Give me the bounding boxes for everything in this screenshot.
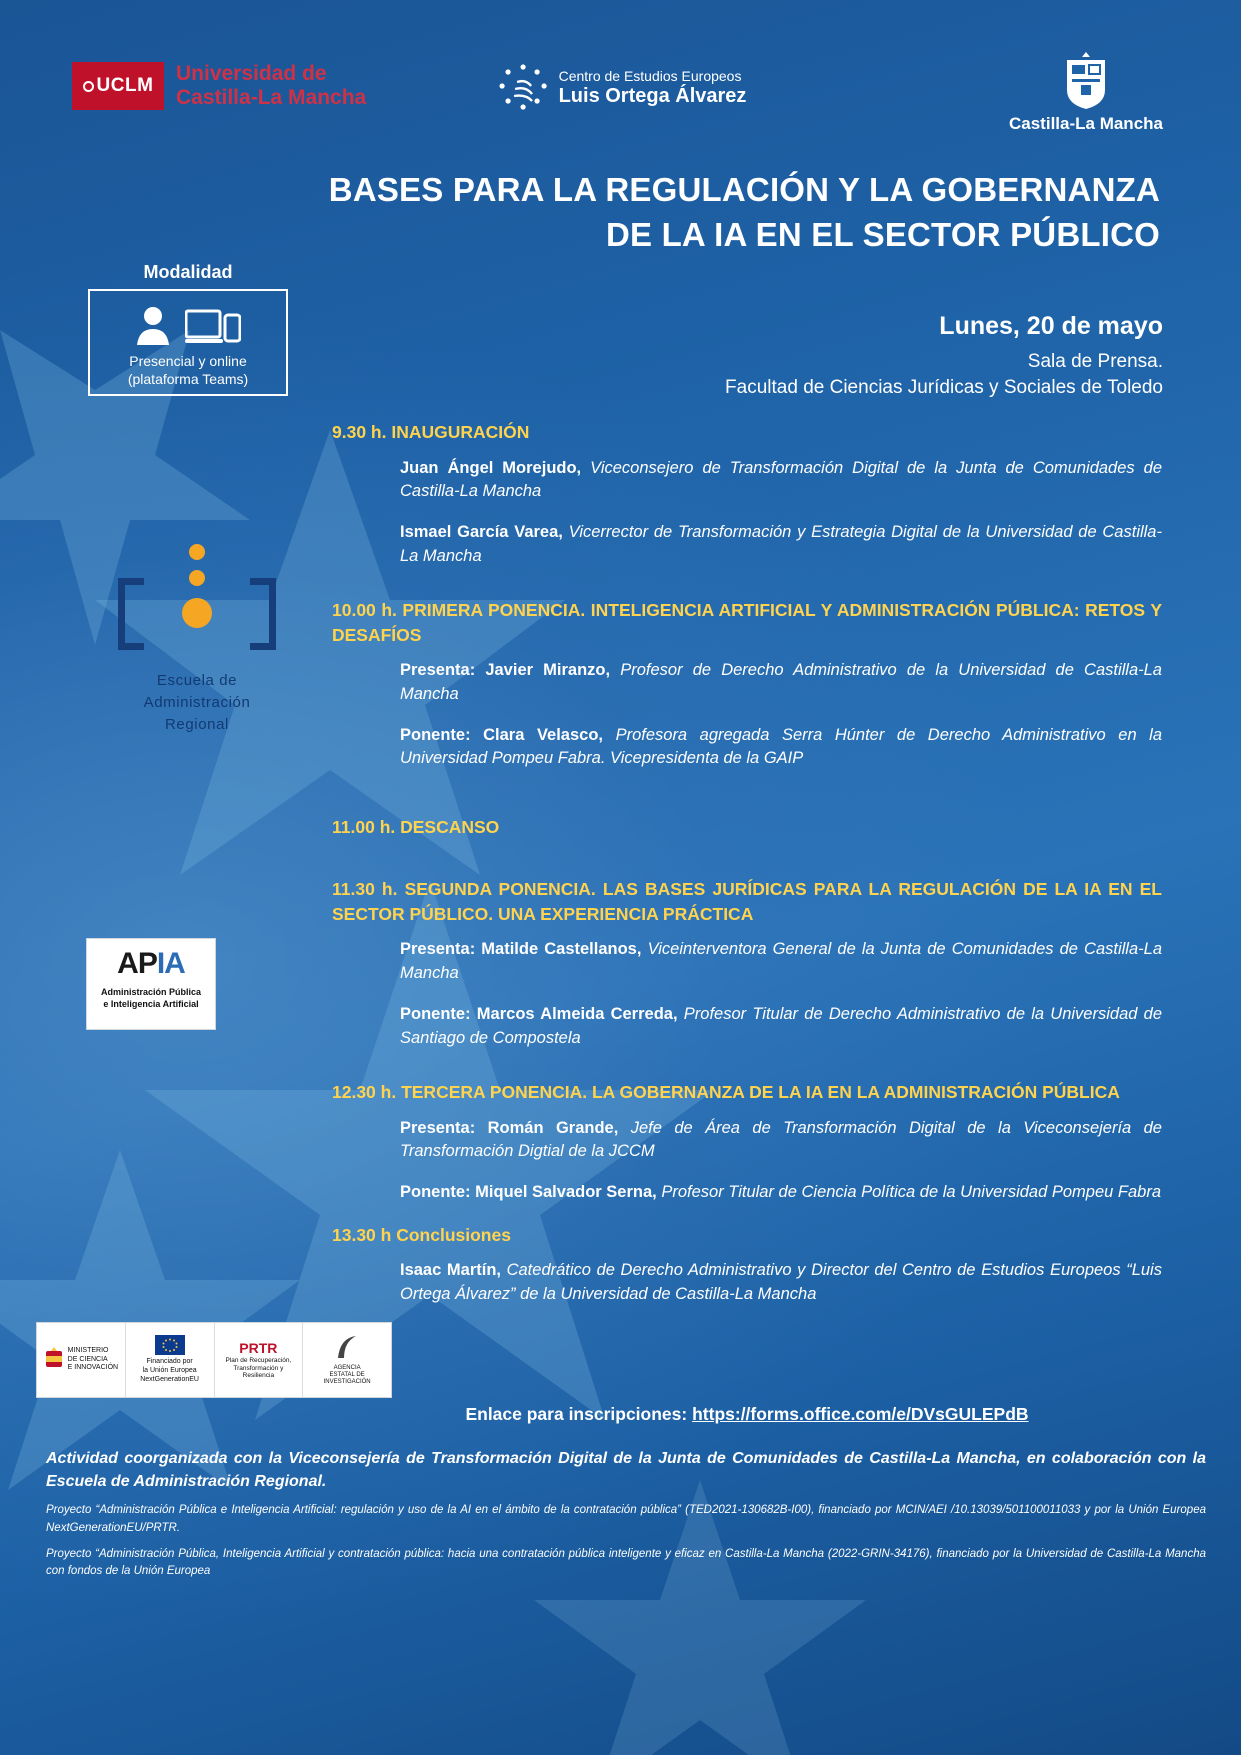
poster-title — [120, 168, 1160, 257]
slot-entries — [332, 1259, 1162, 1306]
speaker-role: Viceconsejero de Transformación Digital de la Junta de Comunidades de Castilla-La Mancha — [400, 458, 1162, 500]
speaker-name: Presenta: Matilde Castellanos, — [400, 940, 642, 959]
uclm-logo-mark — [72, 62, 164, 110]
aei-line-3: INVESTIGACIÓN — [323, 1379, 371, 1386]
eu-stars-emblem-icon — [495, 60, 551, 116]
ear-line-2: Administración — [143, 693, 251, 711]
modality-caption-line-1: Presencial y online — [129, 353, 247, 369]
aei-cell — [303, 1323, 391, 1397]
venue-line-1: Sala de Prensa. — [1027, 351, 1163, 372]
slot-entries — [332, 938, 1162, 1050]
prtr-cell — [215, 1323, 304, 1397]
prtr-line-1: Plan de Recuperación, — [225, 1356, 292, 1364]
programme-slot — [332, 1080, 1162, 1205]
eu-line-3: NextGenerationEU — [140, 1375, 199, 1383]
apia-title — [93, 947, 209, 981]
apia-sub-line-2: e Inteligencia Artificial — [103, 999, 199, 1010]
centro-estudios-europeos-text — [559, 68, 747, 107]
footnote-project-2: Proyecto “Administración Pública, Inteligencia Artificial y contratación pública: hacia una contratación pública inteligente y eficaz en Castilla-La Mancha (2022-GRIN-34176), financiado por la Universidad de Castilla-La Mancha con fondos de la Unión Europea — [46, 1547, 1206, 1578]
title-line-1: BASES PARA LA REGULACIÓN Y LA GOBERNANZA — [328, 171, 1160, 208]
speaker-role: Profesor Titular de Ciencia Política de la Universidad Pompeu Fabra — [661, 1183, 1162, 1202]
speaker-name: Ponente: Clara Velasco, — [400, 726, 604, 745]
slot-heading: 10.00 h. PRIMERA PONENCIA. INTELIGENCIA ARTIFICIAL Y ADMINISTRACIÓN PÚBLICA: RETOS Y DESAFÍOS — [332, 600, 1162, 645]
registration-label: Enlace para inscripciones: — [465, 1404, 688, 1424]
event-venue — [725, 349, 1163, 400]
castilla-la-mancha-shield-icon — [1063, 52, 1109, 110]
ear-line-1: Escuela de — [156, 672, 238, 689]
speaker-entry — [400, 1003, 1162, 1050]
aei-line-2: ESTATAL DE — [329, 1372, 365, 1378]
apia-sub-line-1: Administración Pública — [100, 987, 202, 997]
ministerio-line-2: DE CIENCIA — [67, 1355, 108, 1363]
ear-dot-small-top — [189, 544, 205, 560]
speaker-role: Jefe de Área de Transformación Digital de la Viceconsejería de Transformación Digtial de la JCCM — [400, 1118, 1162, 1160]
spacer — [332, 851, 1162, 877]
laptop-phone-icon — [185, 307, 241, 347]
eu-funding-cell — [126, 1323, 215, 1397]
funding-logos-strip — [36, 1322, 392, 1398]
ministerio-logo — [44, 1347, 118, 1373]
uclm-dot-icon — [83, 81, 94, 92]
uclm-logo — [72, 62, 366, 110]
apia-title-ap: AP — [117, 947, 157, 980]
speaker-entry — [400, 1181, 1162, 1204]
prtr-logo — [225, 1340, 291, 1380]
uclm-line2: Castilla-La Mancha — [176, 86, 367, 109]
slot-entries — [332, 659, 1162, 771]
prtr-line-3: Resiliencia — [242, 1372, 275, 1380]
speaker-name: Presenta: Román Grande, — [400, 1118, 619, 1137]
prtr-logo-text: PRTR — [239, 1339, 278, 1356]
speaker-role: Viceinterventora General de la Junta de Comunidades de Castilla-La Mancha — [400, 940, 1162, 982]
modality-icons — [96, 299, 280, 347]
eu-funding-logo — [140, 1335, 199, 1384]
spacer — [332, 586, 1162, 598]
speaker-name: Presenta: Javier Miranzo, — [400, 661, 611, 680]
ministerio-cell — [37, 1323, 126, 1397]
speaker-role: Profesor de Derecho Administrativo de la Universidad de Castilla-La Mancha — [400, 661, 1162, 703]
speaker-entry — [400, 724, 1162, 771]
cee-line1: Centro de Estudios Europeos — [558, 68, 742, 85]
speaker-name: Ponente: Miquel Salvador Serna, — [400, 1183, 657, 1202]
programme-slot — [332, 598, 1162, 771]
modality-label: Modalidad — [143, 262, 233, 282]
programme-slot — [332, 1223, 1162, 1306]
ear-text — [112, 670, 282, 735]
eu-flag-icon — [155, 1335, 185, 1355]
speaker-entry — [400, 1117, 1162, 1164]
aei-logo — [324, 1334, 371, 1387]
spacer — [332, 789, 1162, 815]
modality-block — [88, 262, 288, 396]
aei-mark-icon — [334, 1334, 360, 1362]
ear-line-3: Regional — [164, 715, 229, 733]
slot-heading: 13.30 h Conclusiones — [332, 1224, 511, 1245]
event-date: Lunes, 20 de mayo — [939, 312, 1163, 340]
speaker-name: Juan Ángel Morejudo, — [400, 458, 582, 477]
cee-line2: Luis Ortega Álvarez — [558, 84, 747, 107]
spacer — [332, 1068, 1162, 1080]
slot-heading: 11.30 h. SEGUNDA PONENCIA. LAS BASES JURÍDICAS PARA LA REGULACIÓN DE LA IA EN EL SECTOR PÚBLICO. UNA EXPERIENCIA PRÁCTICA — [332, 879, 1162, 924]
speaker-entry — [400, 457, 1162, 504]
ministerio-line-1: MINISTERIO — [67, 1346, 109, 1354]
jccm-label: Castilla-La Mancha — [1009, 114, 1163, 133]
uclm-mark-text: UCLM — [96, 75, 154, 96]
speaker-entry — [400, 938, 1162, 985]
event-datetime-block — [725, 312, 1163, 400]
modality-caption — [96, 353, 280, 388]
eu-line-1: Financiado por — [146, 1358, 193, 1366]
ministerio-text — [68, 1347, 118, 1373]
jccm-logo — [1009, 52, 1163, 134]
footnote-main: Actividad coorganizada con la Viceconsejería de Transformación Digital de la Junta de Comunidades de Castilla-La Mancha, en colaboración con la Escuela de Administración Regional. — [46, 1450, 1206, 1490]
speaker-role: Profesor Titular de Derecho Administrativo de la Universidad de Santiago de Compostela — [400, 1005, 1162, 1047]
speaker-role: Catedrático de Derecho Administrativo y Director del Centro de Estudios Europeos “Luis Ortega Álvarez” de la Universidad de Castilla-La Mancha — [400, 1261, 1162, 1303]
ear-bracket-right — [250, 578, 276, 650]
slot-heading: 11.00 h. DESCANSO — [332, 816, 500, 837]
ear-dot-small-mid — [189, 570, 205, 586]
modality-box — [88, 289, 288, 396]
ear-bracket-icon — [112, 540, 282, 670]
centro-estudios-europeos-logo — [495, 60, 747, 116]
slot-heading: 9.30 h. INAUGURACIÓN — [332, 422, 530, 442]
slot-entries — [332, 1117, 1162, 1205]
aei-line-1: AGENCIA — [333, 1364, 361, 1371]
ear-dot-large — [182, 598, 212, 628]
prtr-line-2: Transformación y — [233, 1364, 284, 1372]
registration-block — [332, 1404, 1162, 1425]
venue-line-2: Facultad de Ciencias Jurídicas y Sociales de Toledo — [725, 376, 1163, 398]
header-logos — [0, 52, 1241, 137]
speaker-name: Isaac Martín, — [400, 1261, 501, 1280]
apia-project-logo — [86, 938, 216, 1030]
programme-slot — [332, 420, 1162, 568]
speaker-role: Vicerrector de Transformación y Estrategia Digital de la Universidad de Castilla-La Mancha — [400, 523, 1162, 565]
registration-link[interactable]: https://forms.office.com/e/DVsGULEPdB — [692, 1404, 1029, 1424]
uclm-line1: Universidad de — [176, 62, 327, 86]
ear-bracket-left — [118, 578, 144, 650]
programme-slot — [332, 877, 1162, 1050]
apia-subtitle — [93, 986, 209, 1010]
slot-entries — [332, 457, 1162, 569]
slot-heading: 12.30 h. TERCERA PONENCIA. LA GOBERNANZA DE LA IA EN LA ADMINISTRACIÓN PÚBLICA — [332, 1082, 1120, 1103]
modality-caption-line-2: (plataforma Teams) — [127, 370, 249, 387]
escuela-administracion-regional-logo — [112, 540, 282, 735]
speaker-entry — [400, 1259, 1162, 1306]
eu-line-2: la Unión Europea — [142, 1367, 197, 1375]
footnote-project-1: Proyecto “Administración Pública e Inteligencia Artificial: regulación y uso de la AI en el ámbito de la contratación pública” (TED2021-130682B-I00), financiado por MCIN/AEI /10.13039/501100011033 y por la Unión Europea NextGenerationEU/PRTR. — [46, 1504, 1206, 1534]
speaker-entry — [400, 521, 1162, 568]
programme-slot — [332, 815, 1162, 840]
person-icon — [135, 303, 171, 347]
speaker-role: Profesora agregada Serra Húnter de Derecho Administrativo en la Universidad Pompeu Fabra. Vicepresidenta de la GAIP — [400, 726, 1163, 768]
footnotes-block — [46, 1448, 1206, 1580]
apia-title-ia: IA — [156, 947, 185, 980]
speaker-name: Ponente: Marcos Almeida Cerreda, — [400, 1005, 678, 1024]
speaker-name: Ismael García Varea, — [400, 523, 563, 542]
spain-coat-of-arms-icon — [44, 1347, 64, 1373]
programme-list — [332, 420, 1162, 1324]
ministerio-line-3: E INNOVACIÓN — [67, 1364, 119, 1372]
uclm-logo-text — [176, 62, 366, 109]
title-line-2: DE LA IA EN EL SECTOR PÚBLICO — [605, 215, 1160, 253]
speaker-entry — [400, 659, 1162, 706]
